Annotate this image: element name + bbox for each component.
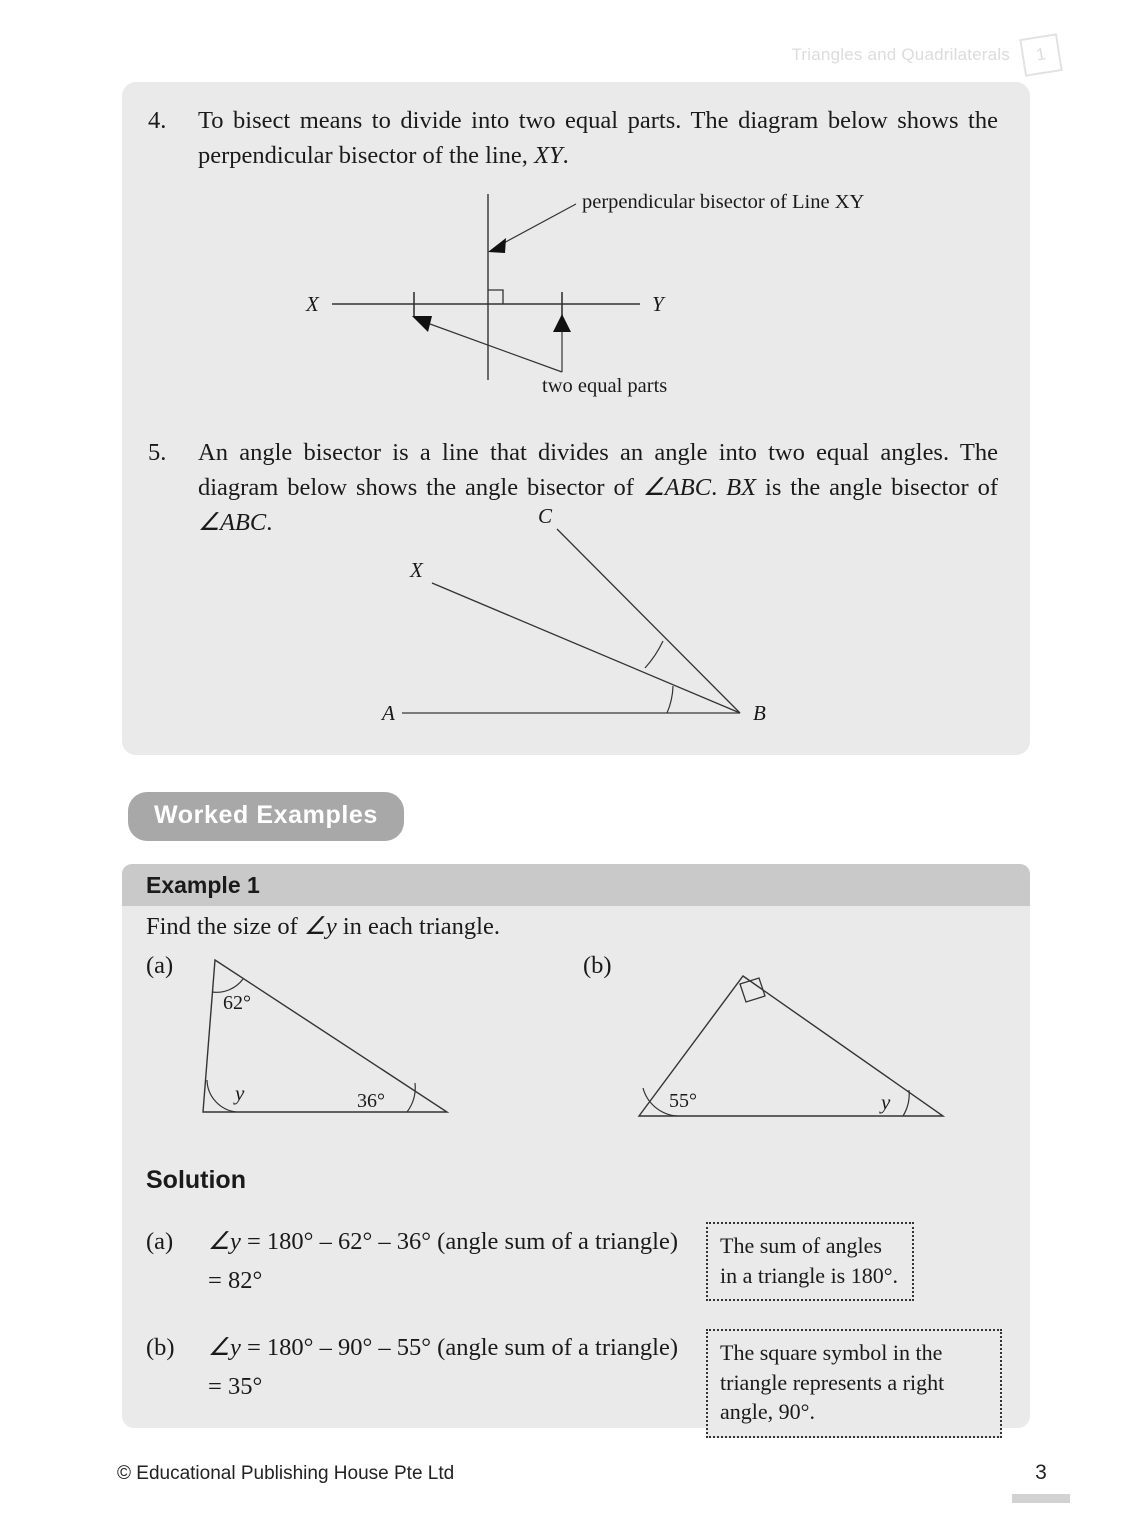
triangle-a-angle-bottom-left: y <box>235 1081 245 1105</box>
example-prompt-post: in each triangle. <box>336 913 500 940</box>
diagram-triangle-a <box>185 952 475 1132</box>
header-chapter-title: Triangles and Quadrilaterals <box>791 45 1010 64</box>
note-item-5-text-part1: An angle bisector is a line that divides an angle into two equal angles. The diagram below shows the angle bisector of <box>198 439 998 501</box>
worked-examples-banner <box>128 792 404 841</box>
triangle-a-angle-top: 62° <box>223 992 251 1014</box>
angle-arc-abx <box>667 686 673 713</box>
header-chapter-number-box <box>1019 33 1062 76</box>
solution-item-b-angle: ∠y <box>208 1334 241 1361</box>
header-chapter-number: 1 <box>1034 44 1048 65</box>
triangle-a-angle-bottom-right: 36° <box>357 1090 385 1112</box>
angle-arc-bottom-left-a <box>207 1080 236 1112</box>
note-item-4-text <box>198 104 998 174</box>
solution-item-a-tag: (a) <box>146 1228 174 1255</box>
footer-accent-bar <box>1012 1494 1070 1503</box>
angle-arc-bottom-right-b <box>903 1090 909 1116</box>
label-c: C <box>538 505 553 528</box>
ray-bc <box>557 529 740 713</box>
solution-item-a-line1 <box>146 1224 678 1261</box>
worked-examples-label: Worked Examples <box>154 801 378 829</box>
triangle-b-angle-bottom-right: y <box>881 1090 891 1114</box>
note-item-4-italic-xy: XY <box>534 141 563 169</box>
footer-copyright: © Educational Publishing House Pte Ltd <box>117 1463 455 1484</box>
footer-page-number: 3 <box>1035 1461 1047 1484</box>
solution-item-a-expression: = 180° – 62° – 36° (angle sum of a triangle) <box>240 1228 679 1255</box>
example-title: Example 1 <box>146 871 260 898</box>
solution-item-a-angle: ∠y <box>208 1228 241 1255</box>
example-prompt <box>146 911 500 941</box>
right-angle-marker-icon <box>740 978 765 1002</box>
triangle-b-angle-bottom-left: 55° <box>669 1090 697 1112</box>
ray-bx-bisector <box>432 583 740 713</box>
note-item-5-italic-abc-2: ∠ABC <box>198 508 267 536</box>
callout-angle-sum: The sum of angles in a triangle is 180°. <box>706 1222 914 1301</box>
sub-label-b: (b) <box>583 952 612 979</box>
diagram-angle-bisector <box>370 505 790 740</box>
example-prompt-pre: Find the size of <box>146 913 304 940</box>
solution-item-a-result: = 82° <box>208 1266 263 1294</box>
label-y: Y <box>652 292 664 316</box>
arrowhead-bottom-left-icon <box>412 316 432 332</box>
note-item-5-text-part3: . <box>266 508 273 536</box>
angle-arc-top-a <box>212 979 243 992</box>
note-item-5-italic-abc-1: ∠ABC <box>642 473 712 501</box>
angle-arc-xbc <box>645 641 663 668</box>
example-header-bar <box>122 864 1030 906</box>
note-item-4-text-part1: To bisect means to divide into two equal parts. The diagram below shows the perpendicular bisector of the line, <box>198 107 998 169</box>
page-header <box>791 36 1060 74</box>
note-item-5-italic-bx: BX <box>726 473 757 501</box>
annotation-two-equal-parts: two equal parts <box>542 375 668 397</box>
note-item-4-text-part2: . <box>562 141 569 169</box>
example-prompt-angle: ∠y <box>303 913 337 940</box>
leader-line-top <box>500 204 576 245</box>
solution-item-a <box>146 1224 678 1300</box>
right-angle-marker-icon <box>488 290 503 304</box>
solution-item-a-line2 <box>146 1263 678 1300</box>
leader-line-bottom-left <box>430 324 562 372</box>
solution-item-b <box>146 1330 678 1406</box>
annotation-perpendicular-bisector: perpendicular bisector of Line XY <box>582 191 865 213</box>
note-item-5-mid: . <box>711 473 727 501</box>
solution-item-b-result: = 35° <box>208 1372 263 1400</box>
label-x: X <box>306 292 319 316</box>
diagram-triangle-b <box>625 952 955 1132</box>
label-b: B <box>753 701 766 725</box>
sub-label-a: (a) <box>146 952 174 979</box>
note-item-5-number: 5. <box>148 439 167 466</box>
diagram-perpendicular-bisector <box>300 182 920 402</box>
solution-item-b-expression: = 180° – 90° – 55° (angle sum of a triangle) <box>240 1334 679 1361</box>
note-item-5-text-part2: is the angle bisector of <box>756 473 999 501</box>
solution-item-b-line2 <box>146 1369 678 1406</box>
arrowhead-top-icon <box>488 238 506 253</box>
solution-item-b-line1 <box>146 1330 678 1367</box>
arrowhead-bottom-right-icon <box>553 314 571 332</box>
callout-right-angle: The square symbol in the triangle represents a right angle, 90°. <box>706 1329 1002 1438</box>
note-item-4-number: 4. <box>148 107 167 134</box>
label-a: A <box>382 701 395 725</box>
label-x: X <box>410 558 423 582</box>
solution-item-b-tag: (b) <box>146 1334 175 1361</box>
note-item-4 <box>130 104 998 174</box>
solution-heading: Solution <box>146 1166 246 1194</box>
